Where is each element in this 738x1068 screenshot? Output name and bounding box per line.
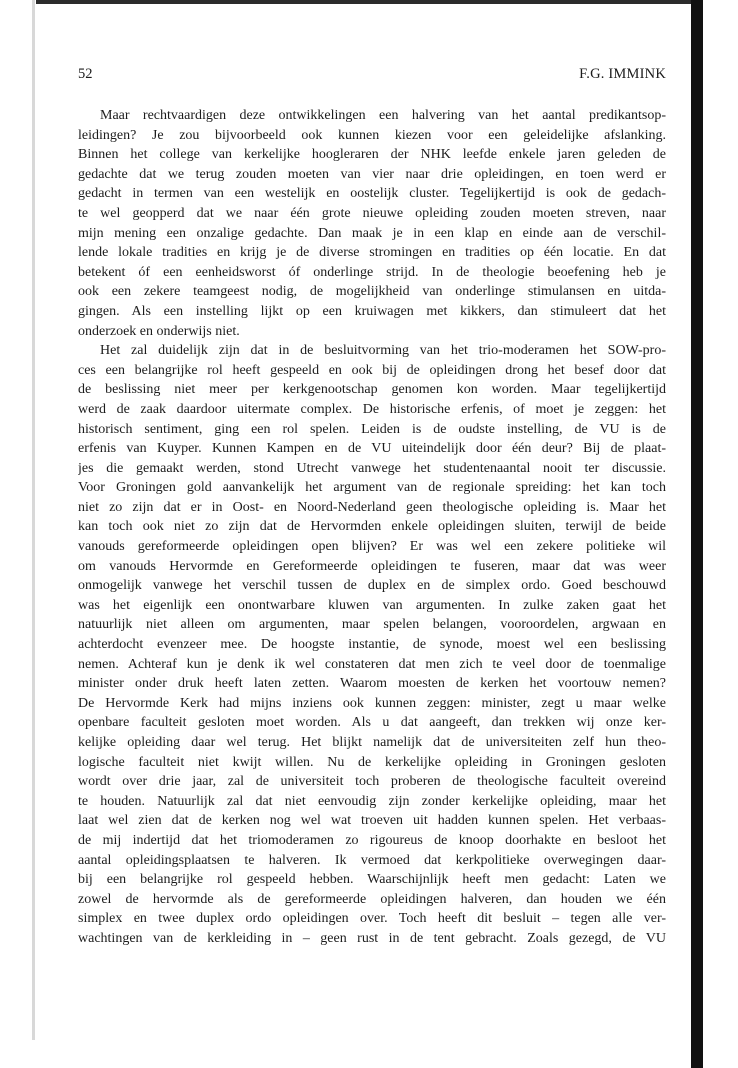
text-line: onmogelijk vanwege het verschil tussen de duplex en de simplex ordo. Goed beschouwd <box>78 578 666 594</box>
text-line: zowel de hervormde als de gereformeerde opleidingen halveren, dan houden we één <box>78 891 666 907</box>
text-line: was het eigenlijk een onontwarbare kluwen van argumenten. In zulke zaken gaat het <box>78 597 666 613</box>
text-line: de mij indertijd dat het triomoderamen zo rigoureus de knoop doorhakte en besloot het <box>78 832 666 848</box>
text-line: niet zo zijn dat er in Oost- en Noord-Nederland geen theologische opleiding is. Maar het <box>78 499 666 515</box>
text-line: simplex en twee duplex ordo opleidingen over. Toch heeft dit besluit – tegen alle ver- <box>78 911 666 927</box>
text-line: Het zal duidelijk zijn dat in de besluitvorming van het trio-moderamen het SOW-pro- <box>100 343 666 359</box>
scan-left-edge <box>32 0 35 1040</box>
text-line: om vanouds Hervormde en Gereformeerde opleidingen te fuseren, maar dat was weer <box>78 558 666 574</box>
scan-top-edge <box>36 0 702 4</box>
text-line: Voor Groningen gold aanvankelijk het argument van de regionale spreiding: het kan toch <box>78 480 666 496</box>
text-line: jes die gemaakt werden, stond Utrecht vanwege het studentenaantal nooit ter discussie. <box>78 460 666 476</box>
text-line: mijn mening een onzalige gedachte. Dan maak je in een klap en einde aan de verschil- <box>78 225 666 241</box>
text-line: ook een zekere teamgeest nodig, de mogelijkheid van onderlinge stimulansen en uitda- <box>78 284 666 300</box>
text-line: wordt over drie jaar, zal de universiteit toch proberen de theologische faculteit overeind <box>78 774 666 790</box>
text-line: werd de zaak daardoor uitermate complex. De historische erfenis, of moet je zeggen: het <box>78 401 666 417</box>
text-line: achterdocht evenzeer mee. De hoogste instantie, de synode, moest wel een beslissing <box>78 637 666 653</box>
text-line: leidingen? Je zou bijvoorbeeld ook kunnen kiezen voor een geleidelijke afslanking. <box>78 127 666 143</box>
text-line: kelijke opleiding daar wel terug. Het blijkt namelijk dat de universiteiten zelf hun theo- <box>78 735 666 750</box>
text-line: erfenis van Kuyper. Kunnen Kampen en de VU uiteindelijk door één deur? Bij de plaat- <box>78 441 666 457</box>
text-line: historisch sentiment, ging een rol spelen. Leiden is de oudste instelling, de VU is de <box>78 421 666 437</box>
text-line: de beslissing niet meer per kerkgenootschap genomen kon worden. Maar tegelijkertijd <box>78 382 666 398</box>
text-line: nemen. Achteraf kun je denk ik wel constateren dat men zich te veel door de toenmalige <box>78 656 666 672</box>
text-line: minister onder druk heeft laten zetten. Waarom moesten de kerken het voortouw nemen? <box>78 676 666 692</box>
text-line: aantal opleidingsplaatsen te halveren. Ik vermoed dat kerkpolitieke overwegingen daar- <box>78 852 666 868</box>
text-line: logische faculteit niet kwijt willen. Nu de kerkelijke opleiding in Groningen gesloten <box>78 754 666 770</box>
text-line: wachtingen van de kerkleiding in – geen rust in de tent gebracht. Zoals gezegd, de VU <box>78 930 666 946</box>
page-header <box>78 66 666 86</box>
text-line: te houden. Natuurlijk zal dat niet eenvoudig zijn zonder kerkelijke opleiding, maar het <box>78 793 666 809</box>
text-line: Binnen het college van kerkelijke hoogleraren der NHK leefde enkele jaren geleden de <box>78 147 666 163</box>
text-line: laat wel zien dat de kerken nog wel wat troeven uit hadden kunnen spelen. Het verbaas- <box>78 813 666 829</box>
text-line: kan toch ook niet zo zijn dat de Hervormden enkele opleidingen sluiten, terwijl de beide <box>78 519 666 535</box>
text-line: vanouds gereformeerde opleidingen open blijven? Er was wel een zekere politieke wil <box>78 539 666 555</box>
text-line: gingen. Als een instelling lijkt op een kruiwagen met kikkers, dan stimuleert dat het <box>78 303 666 319</box>
text-line: te wel geopperd dat we naar één grote nieuwe opleiding zouden moeten streven, naar <box>78 205 666 221</box>
text-line: gedachte dat we terug zouden moeten van vier naar drie opleidingen, en toen werd er <box>78 166 666 182</box>
body-text <box>78 106 666 949</box>
text-line: onderzoek en onderwijs niet. <box>78 323 240 339</box>
text-line: betekent óf een eenheidsworst óf onderlinge strijd. In de theologie beoefening heb je <box>78 264 666 280</box>
text-line: De Hervormde Kerk had mijns inziens ook kunnen zeggen: minister, zegt u maar welke <box>78 695 666 711</box>
text-line: Maar rechtvaardigen deze ontwikkelingen een halvering van het aantal predikantsop- <box>100 108 666 123</box>
page-number: 52 <box>78 66 93 82</box>
text-line: natuurlijk niet alleen om argumenten, maar spelen belangen, vooroordelen, argwaan en <box>78 617 666 633</box>
text-line: lende lokale tradities en krijg je de diverse stromingen en tradities op één locatie. En dat <box>78 245 666 261</box>
text-line: openbare faculteit gesloten moet worden. Als u dat aangeeft, dan trekken wij onze ker- <box>78 715 666 731</box>
text-line: gedacht in termen van een westelijk en oostelijk cluster. Tegelijkertijd is ook de gedach- <box>78 186 666 202</box>
text-line: bij een belangrijke rol gespeeld hebben. Waarschijnlijk heeft men gedacht: Laten we <box>78 872 666 888</box>
scan-right-edge <box>691 0 703 1068</box>
text-line: ces een belangrijke rol heeft gespeeld en ook bij de opleidingen drong het besef door dat <box>78 362 666 378</box>
running-head: F.G. IMMINK <box>579 66 666 82</box>
